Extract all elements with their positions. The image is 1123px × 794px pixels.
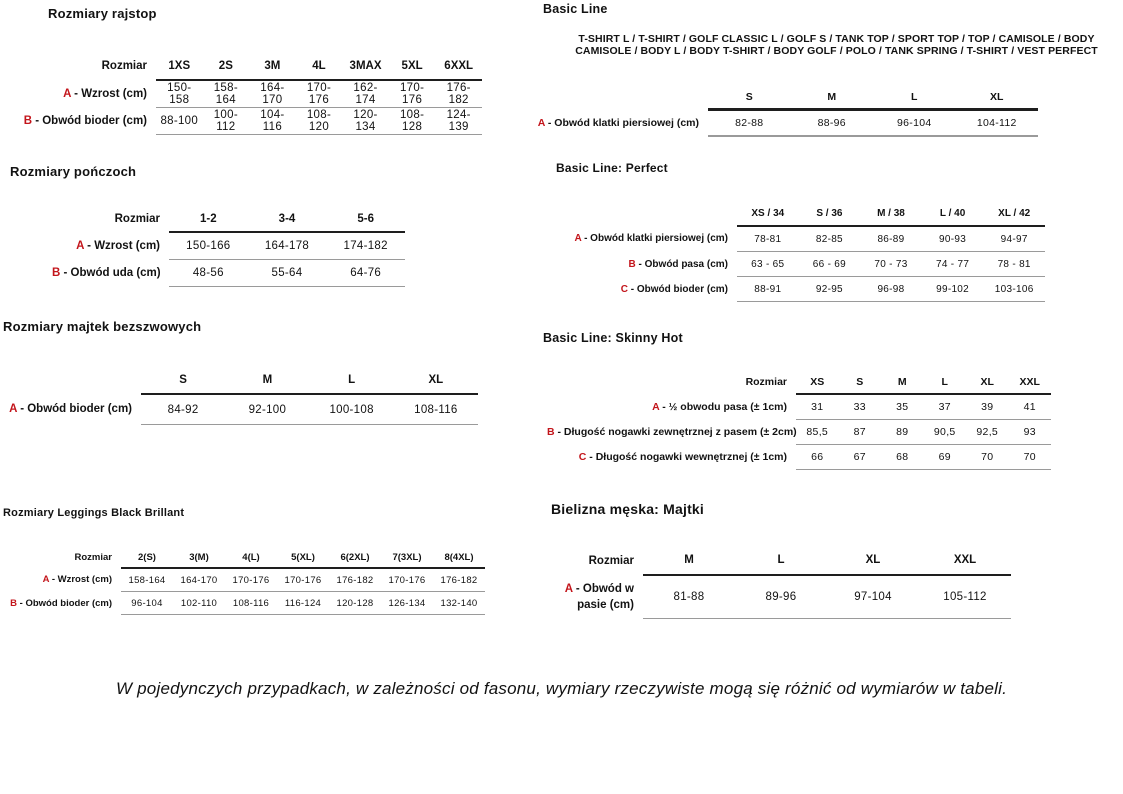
table-cell: 74 - 77 bbox=[922, 252, 984, 277]
column-header: 3-4 bbox=[248, 206, 327, 232]
table-cell: 85,5 bbox=[796, 420, 839, 445]
column-header: 5(XL) bbox=[277, 547, 329, 568]
table-cell: 92-95 bbox=[799, 277, 861, 302]
column-header: XL / 42 bbox=[983, 201, 1045, 226]
table-cell: 70 - 73 bbox=[860, 252, 922, 277]
table-cell: 70 bbox=[966, 445, 1009, 470]
table-cell: 158-164 bbox=[203, 80, 250, 108]
table-basic-line bbox=[510, 86, 1038, 137]
table-cell: 89-96 bbox=[735, 575, 827, 619]
row-letter: C bbox=[620, 283, 628, 295]
table-majtek-grid bbox=[2, 366, 478, 425]
column-header: 6(2XL) bbox=[329, 547, 381, 568]
column-header: L / 40 bbox=[922, 201, 984, 226]
table-cell: 66 bbox=[796, 445, 839, 470]
table-row bbox=[50, 232, 405, 260]
column-header: M / 38 bbox=[860, 201, 922, 226]
table-cell: 63 - 65 bbox=[737, 252, 799, 277]
table-cell: 68 bbox=[881, 445, 924, 470]
column-header: 2(S) bbox=[121, 547, 173, 568]
table-cell: 105-112 bbox=[919, 575, 1011, 619]
table-cell: 99-102 bbox=[922, 277, 984, 302]
table-row bbox=[538, 252, 1045, 277]
row-letter: B bbox=[52, 267, 61, 279]
table-cell: 97-104 bbox=[827, 575, 919, 619]
table-cell: 88-91 bbox=[737, 277, 799, 302]
table-cell: 37 bbox=[924, 394, 967, 420]
column-header: 8(4XL) bbox=[433, 547, 485, 568]
section-title-bielizna: Bielizna męska: Majtki bbox=[551, 501, 705, 517]
section-title-ponczoch: Rozmiary pończoch bbox=[10, 164, 137, 179]
row-label: B - Obwód bioder (cm) bbox=[23, 115, 147, 127]
column-header: 5-6 bbox=[326, 206, 405, 232]
row-letter: A bbox=[574, 233, 582, 245]
corner-label: Rozmiar bbox=[745, 376, 787, 388]
table-row bbox=[538, 226, 1045, 252]
table-cell: 96-98 bbox=[860, 277, 922, 302]
table-cell: 164-170 bbox=[249, 80, 296, 108]
column-header: 1XS bbox=[156, 52, 203, 80]
table-row bbox=[5, 568, 485, 592]
table-cell: 170-176 bbox=[381, 568, 433, 592]
table-cell: 88-96 bbox=[791, 110, 874, 137]
column-header: L bbox=[924, 370, 967, 394]
table-cell: 176-182 bbox=[435, 80, 482, 108]
table-row bbox=[5, 592, 485, 615]
table-cell: 174-182 bbox=[326, 232, 405, 260]
table-cell: 164-178 bbox=[248, 232, 327, 260]
table-cell: 78-81 bbox=[737, 226, 799, 252]
section-title-basic-line: Basic Line bbox=[543, 2, 608, 16]
table-cell: 90,5 bbox=[924, 420, 967, 445]
disclaimer-note: W pojedynczych przypadkach, w zależności od fasonu, wymiary rzeczywiste mogą się różnić od wymiarów w tabeli. bbox=[115, 679, 1008, 698]
section-title-majtek: Rozmiary majtek bezszwowych bbox=[3, 319, 202, 334]
row-label: C - Obwód bioder (cm) bbox=[620, 283, 728, 295]
table-cell: 35 bbox=[881, 394, 924, 420]
row-label: A - Wzrost (cm) bbox=[76, 239, 160, 252]
table-cell: 96-104 bbox=[873, 110, 956, 137]
table-cell: 92-100 bbox=[225, 394, 309, 425]
row-letter: B bbox=[547, 426, 555, 438]
table-cell: 170-176 bbox=[389, 80, 436, 108]
table-cell: 84-92 bbox=[141, 394, 225, 425]
column-header: M bbox=[225, 366, 309, 394]
table-row bbox=[538, 277, 1045, 302]
corner-label bbox=[510, 86, 708, 110]
table-cell: 55-64 bbox=[248, 260, 327, 287]
row-label: A - Obwód bioder (cm) bbox=[9, 403, 132, 416]
column-header: XS / 34 bbox=[737, 201, 799, 226]
table-row bbox=[20, 80, 482, 108]
column-header: XS bbox=[796, 370, 839, 394]
row-label: B - Obwód pasa (cm) bbox=[628, 258, 728, 270]
column-header: XL bbox=[956, 86, 1039, 110]
table-row bbox=[20, 108, 482, 135]
table-cell: 108-120 bbox=[296, 108, 343, 135]
row-label: B - Obwód uda (cm) bbox=[52, 267, 161, 279]
table-cell: 116-124 bbox=[277, 592, 329, 615]
row-letter: B bbox=[23, 115, 32, 127]
table-cell: 108-116 bbox=[225, 592, 277, 615]
column-header: S / 36 bbox=[799, 201, 861, 226]
table-cell: 132-140 bbox=[433, 592, 485, 615]
table-cell: 104-116 bbox=[249, 108, 296, 135]
table-cell: 66 - 69 bbox=[799, 252, 861, 277]
table-rajstop-grid bbox=[20, 52, 482, 135]
row-letter: B bbox=[10, 597, 17, 609]
table-cell: 70 bbox=[1009, 445, 1052, 470]
table-bielizna-grid bbox=[558, 546, 1011, 619]
column-header: 5XL bbox=[389, 52, 436, 80]
table-majtek bbox=[2, 366, 478, 425]
corner-label: Rozmiar bbox=[588, 554, 634, 567]
column-header: XL bbox=[827, 546, 919, 575]
row-label: B - Obwód bioder (cm) bbox=[10, 597, 112, 609]
table-leggings-grid bbox=[5, 547, 485, 615]
table-cell: 81-88 bbox=[643, 575, 735, 619]
row-letter: C bbox=[578, 451, 587, 463]
table-cell: 120-128 bbox=[329, 592, 381, 615]
table-cell: 39 bbox=[966, 394, 1009, 420]
column-header: 3M bbox=[249, 52, 296, 80]
column-header: M bbox=[791, 86, 874, 110]
table-row bbox=[545, 394, 1051, 420]
column-header: S bbox=[839, 370, 882, 394]
section-title-leggings: Rozmiary Leggings Black Brillant bbox=[3, 507, 185, 519]
column-header: XXL bbox=[1009, 370, 1052, 394]
table-cell: 78 - 81 bbox=[983, 252, 1045, 277]
section-title-perfect: Basic Line: Perfect bbox=[556, 161, 668, 175]
table-skinny-hot-grid bbox=[545, 370, 1051, 470]
row-letter: A bbox=[42, 574, 50, 586]
table-cell: 69 bbox=[924, 445, 967, 470]
column-header: 3MAX bbox=[342, 52, 389, 80]
row-letter: A bbox=[9, 403, 17, 416]
column-header: S bbox=[708, 86, 791, 110]
table-basic-line-grid bbox=[510, 86, 1038, 137]
table-cell: 82-85 bbox=[799, 226, 861, 252]
table-cell: 89 bbox=[881, 420, 924, 445]
table-cell: 88-100 bbox=[156, 108, 203, 135]
table-cell: 150-166 bbox=[169, 232, 248, 260]
table-cell: 33 bbox=[839, 394, 882, 420]
table-cell: 82-88 bbox=[708, 110, 791, 137]
corner-label: Rozmiar bbox=[114, 213, 160, 225]
column-header: XXL bbox=[919, 546, 1011, 575]
table-cell: 90-93 bbox=[922, 226, 984, 252]
table-cell: 176-182 bbox=[433, 568, 485, 592]
row-letter: A bbox=[76, 239, 84, 252]
table-cell: 170-176 bbox=[225, 568, 277, 592]
column-header: S bbox=[141, 366, 225, 394]
row-label: A - Wzrost (cm) bbox=[42, 574, 112, 586]
table-perfect bbox=[538, 201, 1045, 302]
table-cell: 31 bbox=[796, 394, 839, 420]
section-title-rajstop: Rozmiary rajstop bbox=[48, 6, 157, 21]
column-header: M bbox=[643, 546, 735, 575]
table-cell: 96-104 bbox=[121, 592, 173, 615]
table-rajstop bbox=[20, 52, 482, 135]
corner-label: Rozmiar bbox=[101, 60, 147, 72]
table-cell: 94-97 bbox=[983, 226, 1045, 252]
table-row bbox=[545, 445, 1051, 470]
table-cell: 176-182 bbox=[329, 568, 381, 592]
table-cell: 124-139 bbox=[435, 108, 482, 135]
table-cell: 67 bbox=[839, 445, 882, 470]
table-row bbox=[545, 420, 1051, 445]
row-letter: A bbox=[652, 400, 660, 413]
table-cell: 86-89 bbox=[860, 226, 922, 252]
row-label: A - Obwód w pasie (cm) bbox=[564, 582, 634, 611]
column-header: L bbox=[873, 86, 956, 110]
table-cell: 103-106 bbox=[983, 277, 1045, 302]
table-bielizna bbox=[558, 546, 1011, 619]
column-header: 1-2 bbox=[169, 206, 248, 232]
row-label: A - Obwód klatki piersiowej (cm) bbox=[574, 233, 728, 245]
table-cell: 104-112 bbox=[956, 110, 1039, 137]
table-row bbox=[2, 394, 478, 425]
column-header: XL bbox=[966, 370, 1009, 394]
column-header: M bbox=[881, 370, 924, 394]
table-cell: 108-128 bbox=[389, 108, 436, 135]
table-cell: 158-164 bbox=[121, 568, 173, 592]
table-cell: 87 bbox=[839, 420, 882, 445]
column-header: 4(L) bbox=[225, 547, 277, 568]
table-cell: 170-176 bbox=[277, 568, 329, 592]
row-label: A - Obwód klatki piersiowej (cm) bbox=[537, 116, 699, 129]
column-header: 6XXL bbox=[435, 52, 482, 80]
table-cell: 126-134 bbox=[381, 592, 433, 615]
table-cell: 41 bbox=[1009, 394, 1052, 420]
column-header: 3(M) bbox=[173, 547, 225, 568]
table-cell: 108-116 bbox=[394, 394, 478, 425]
row-label: B - Długość nogawki zewnętrznej z pasem (± 2cm) bbox=[547, 426, 797, 438]
table-row bbox=[510, 110, 1038, 137]
row-letter: A bbox=[564, 582, 573, 595]
table-ponczoch bbox=[50, 206, 405, 287]
table-cell: 92,5 bbox=[966, 420, 1009, 445]
row-letter: A bbox=[537, 116, 545, 129]
column-header: L bbox=[735, 546, 827, 575]
table-cell: 170-176 bbox=[296, 80, 343, 108]
row-label: A - ½ obwodu pasa (± 1cm) bbox=[652, 400, 787, 413]
table-cell: 150-158 bbox=[156, 80, 203, 108]
row-label: C - Długość nogawki wewnętrznej (± 1cm) bbox=[578, 451, 787, 463]
corner-label bbox=[2, 366, 141, 394]
table-cell: 164-170 bbox=[173, 568, 225, 592]
table-ponczoch-grid bbox=[50, 206, 405, 287]
table-row bbox=[558, 575, 1011, 619]
corner-label bbox=[538, 201, 737, 226]
table-cell: 93 bbox=[1009, 420, 1052, 445]
table-cell: 102-110 bbox=[173, 592, 225, 615]
column-header: L bbox=[310, 366, 394, 394]
table-leggings bbox=[5, 547, 485, 615]
row-label: A - Wzrost (cm) bbox=[63, 87, 147, 100]
basic-line-product-list: T-SHIRT L / T-SHIRT / GOLF CLASSIC L / GOLF S / TANK TOP / SPORT TOP / TOP / CAMISOLE / BODY CAMISOLE / BODY L / BODY T-SHIRT / BODY GOLF / POLO / TANK SPRING / T-SHIRT / VEST PERFECT bbox=[575, 33, 1098, 57]
table-cell: 64-76 bbox=[326, 260, 405, 287]
column-header: 4L bbox=[296, 52, 343, 80]
section-title-skinny-hot: Basic Line: Skinny Hot bbox=[543, 331, 683, 345]
column-header: 7(3XL) bbox=[381, 547, 433, 568]
table-cell: 162-174 bbox=[342, 80, 389, 108]
column-header: XL bbox=[394, 366, 478, 394]
table-cell: 48-56 bbox=[169, 260, 248, 287]
row-letter: A bbox=[63, 87, 71, 100]
table-cell: 100-108 bbox=[310, 394, 394, 425]
column-header: 2S bbox=[203, 52, 250, 80]
corner-label: Rozmiar bbox=[74, 552, 112, 563]
row-letter: B bbox=[628, 258, 636, 270]
table-cell: 120-134 bbox=[342, 108, 389, 135]
table-row bbox=[50, 260, 405, 287]
table-cell: 100-112 bbox=[203, 108, 250, 135]
table-perfect-grid bbox=[538, 201, 1045, 302]
table-skinny-hot bbox=[545, 370, 1051, 470]
